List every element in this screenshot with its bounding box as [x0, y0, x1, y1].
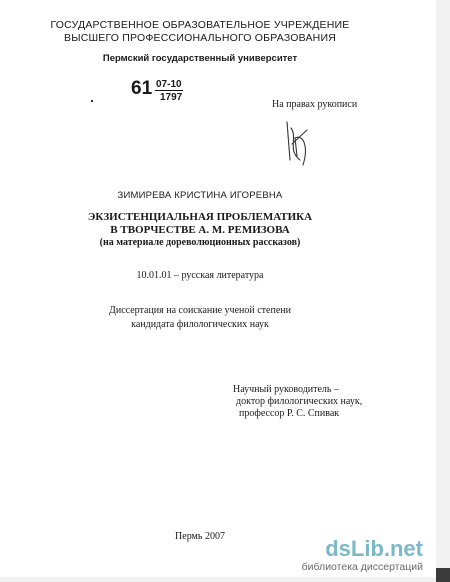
- supervisor-line-1: Научный руководитель –: [233, 384, 339, 395]
- scan-corner: [436, 568, 450, 582]
- header-line-2: ВЫСШЕГО ПРОФЕССИОНАЛЬНОГО ОБРАЗОВАНИЯ: [64, 32, 336, 44]
- watermark-badge[interactable]: [265, 534, 437, 574]
- catalog-code-top: 07-10: [156, 79, 182, 90]
- author-name: ЗИМИРЕВА КРИСТИНА ИГОРЕВНА: [117, 190, 283, 201]
- degree-statement: [0, 304, 400, 332]
- title-line-1: ЭКЗИСТЕНЦИАЛЬНАЯ ПРОБЛЕМАТИКА: [87, 211, 313, 223]
- university-name: Пермский государственный университет: [102, 53, 298, 64]
- institution-header: [0, 19, 400, 45]
- watermark-tagline: библиотека диссертаций: [301, 561, 423, 573]
- scan-edge-right: [436, 0, 450, 582]
- manuscript-rights-note: На правах рукописи: [272, 99, 358, 110]
- header-line-1: ГОСУДАРСТВЕННОЕ ОБРАЗОВАТЕЛЬНОЕ УЧРЕЖДЕНИЕ: [50, 19, 350, 31]
- dissertation-title: [0, 211, 400, 237]
- degree-line-2: кандидата филологических наук: [131, 319, 269, 330]
- handwritten-signature: [283, 116, 313, 168]
- degree-line-1: Диссертация на соискание ученой степени: [109, 305, 291, 316]
- margin-mark: [91, 100, 93, 102]
- catalog-code: [131, 78, 183, 103]
- watermark-logo: dsLib.net: [325, 536, 423, 561]
- city-year: Пермь 2007: [175, 531, 225, 542]
- dissertation-subtitle: (на материале дореволюционных рассказов): [99, 237, 301, 248]
- title-line-2: В ТВОРЧЕСТВЕ А. М. РЕМИЗОВА: [110, 224, 290, 236]
- scientific-supervisor: [233, 384, 362, 420]
- specialty-code: 10.01.01 – русская литература: [136, 270, 264, 281]
- scan-edge-bottom: [0, 577, 436, 582]
- catalog-code-bottom: 1797: [160, 92, 183, 103]
- catalog-code-main: 61: [131, 78, 153, 99]
- catalog-code-fraction: [155, 79, 183, 103]
- supervisor-line-2: доктор филологических наук,: [236, 396, 363, 407]
- supervisor-line-3: профессор Р. С. Спивак: [239, 408, 340, 419]
